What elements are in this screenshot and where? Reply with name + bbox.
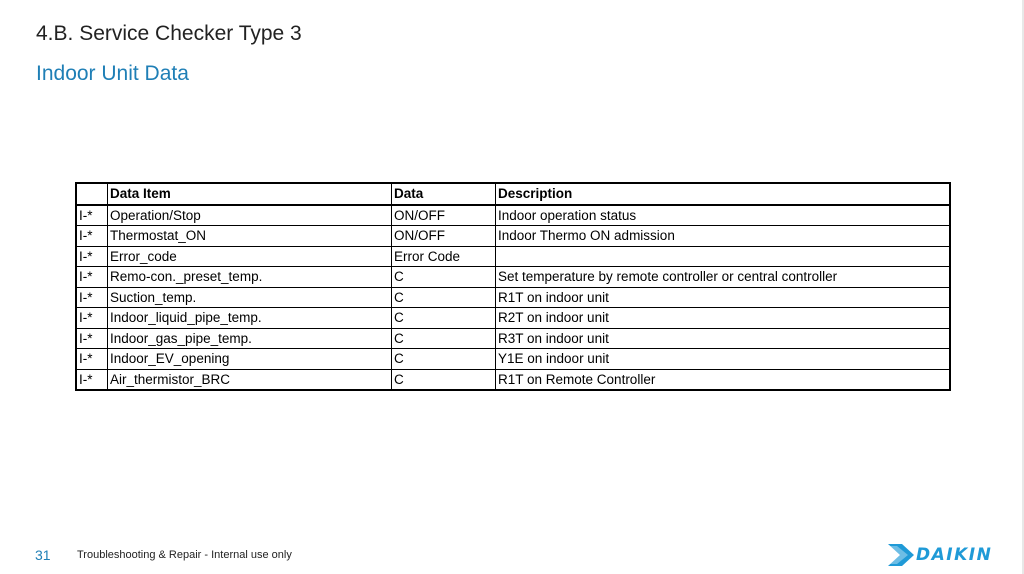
cell-data: ON/OFF — [392, 226, 496, 247]
cell-description: R2T on indoor unit — [496, 308, 951, 329]
cell-prefix: I-* — [76, 205, 108, 226]
cell-data: C — [392, 328, 496, 349]
cell-data-item: Indoor_liquid_pipe_temp. — [108, 308, 392, 329]
table-row — [76, 287, 950, 308]
header-cell-prefix — [76, 183, 108, 205]
cell-data-item: Operation/Stop — [108, 205, 392, 226]
header-cell-description: Description — [496, 183, 951, 205]
data-table-container — [75, 182, 951, 391]
cell-prefix: I-* — [76, 246, 108, 267]
cell-data-item: Remo-con._preset_temp. — [108, 267, 392, 288]
cell-description: R3T on indoor unit — [496, 328, 951, 349]
cell-data: C — [392, 308, 496, 329]
cell-data-item: Air_thermistor_BRC — [108, 369, 392, 390]
cell-data-item: Indoor_EV_opening — [108, 349, 392, 370]
cell-description: Set temperature by remote controller or central controller — [496, 267, 951, 288]
cell-prefix: I-* — [76, 369, 108, 390]
cell-data: C — [392, 369, 496, 390]
cell-data: ON/OFF — [392, 205, 496, 226]
table-row — [76, 226, 950, 247]
cell-data-item: Indoor_gas_pipe_temp. — [108, 328, 392, 349]
cell-prefix: I-* — [76, 308, 108, 329]
cell-data-item: Error_code — [108, 246, 392, 267]
cell-prefix: I-* — [76, 349, 108, 370]
table-row — [76, 205, 950, 226]
table-row — [76, 246, 950, 267]
cell-data: C — [392, 349, 496, 370]
daikin-logo-mark-icon — [888, 544, 914, 566]
cell-data: Error Code — [392, 246, 496, 267]
table-row — [76, 369, 950, 390]
cell-description — [496, 246, 951, 267]
table-row — [76, 349, 950, 370]
cell-prefix: I-* — [76, 226, 108, 247]
slide-title: 4.B. Service Checker Type 3 — [36, 22, 302, 45]
header-cell-data: Data — [392, 183, 496, 205]
daikin-logo — [888, 544, 1000, 568]
table-row — [76, 328, 950, 349]
cell-description: R1T on Remote Controller — [496, 369, 951, 390]
footer-text: Troubleshooting & Repair - Internal use only — [77, 549, 292, 561]
cell-prefix: I-* — [76, 287, 108, 308]
daikin-logo-text: DAIKIN — [916, 545, 993, 565]
cell-description: Indoor operation status — [496, 205, 951, 226]
cell-data: C — [392, 267, 496, 288]
cell-description: Indoor Thermo ON admission — [496, 226, 951, 247]
cell-data-item: Suction_temp. — [108, 287, 392, 308]
cell-data-item: Thermostat_ON — [108, 226, 392, 247]
table-body — [76, 205, 950, 391]
table-row — [76, 308, 950, 329]
cell-description: R1T on indoor unit — [496, 287, 951, 308]
table-row — [76, 267, 950, 288]
cell-description: Y1E on indoor unit — [496, 349, 951, 370]
cell-data: C — [392, 287, 496, 308]
cell-prefix: I-* — [76, 267, 108, 288]
page-number: 31 — [35, 547, 51, 563]
indoor-unit-data-table — [75, 182, 951, 391]
table-header-row — [76, 183, 950, 205]
header-cell-data-item: Data Item — [108, 183, 392, 205]
slide-subtitle: Indoor Unit Data — [36, 62, 189, 85]
cell-prefix: I-* — [76, 328, 108, 349]
